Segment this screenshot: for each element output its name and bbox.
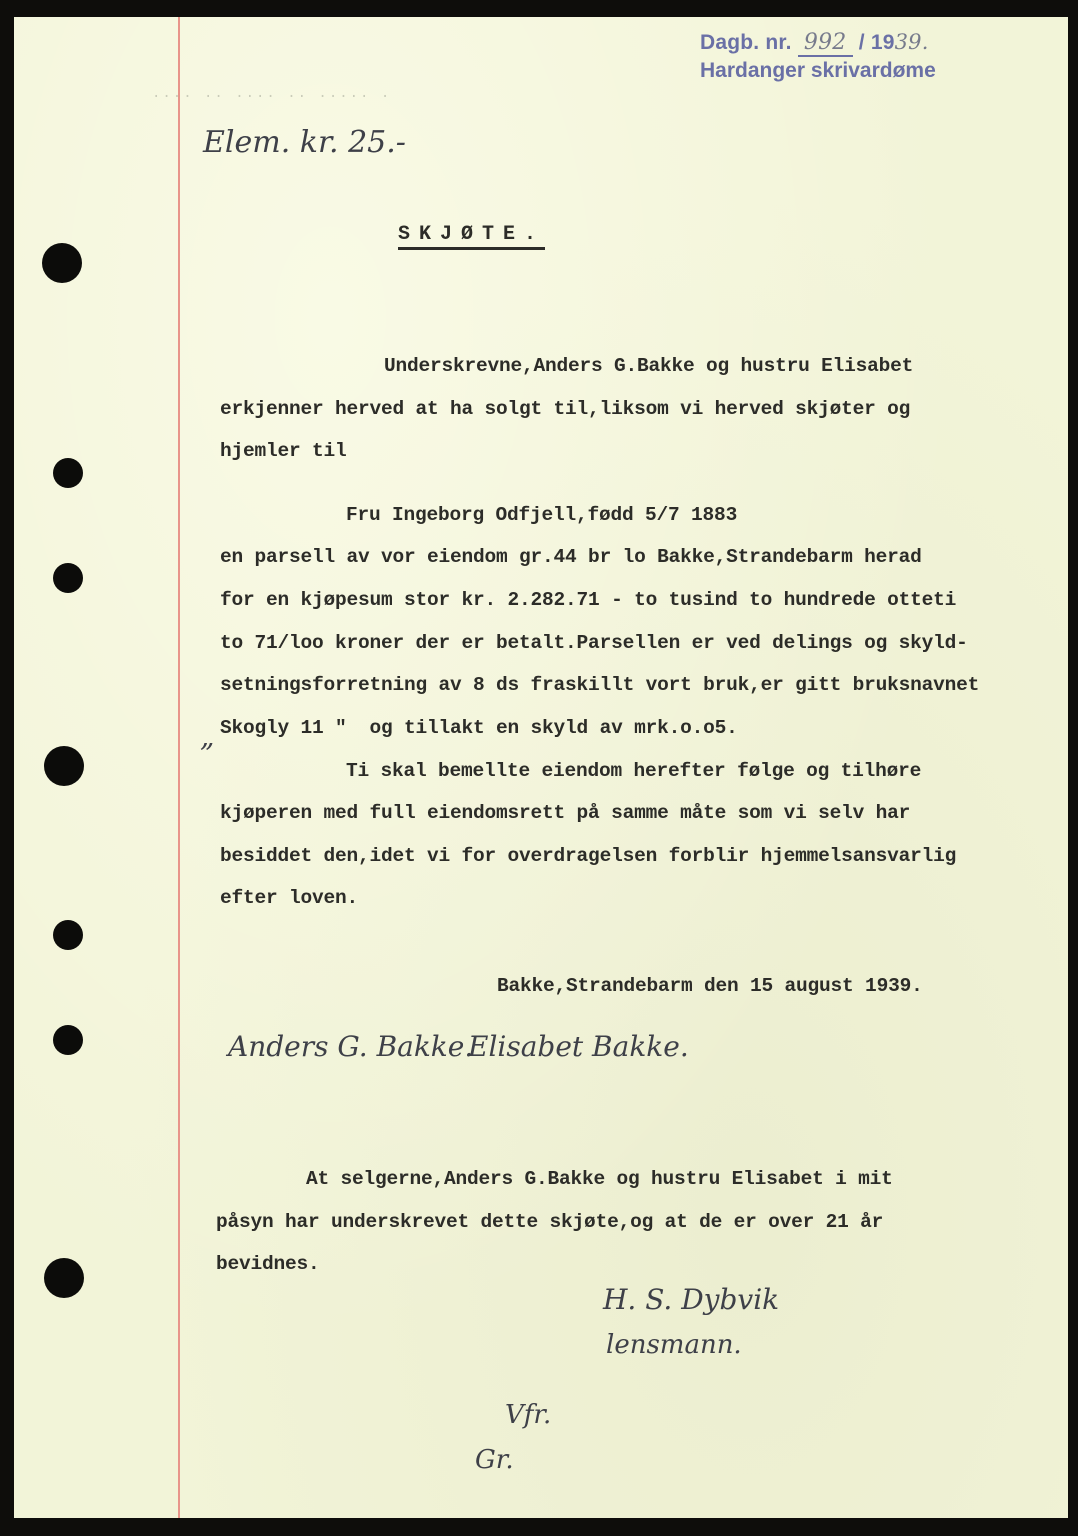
witness-title: lensmann. [606, 1330, 742, 1360]
punch-hole-icon [53, 458, 83, 488]
body-line: erkjenner herved at ha solgt til,liksom vi herved skjøter og [220, 398, 911, 420]
quote-mark: „ [200, 720, 215, 753]
body-line: Underskrevne,Anders G.Bakke og hustru Elisabet [384, 355, 914, 377]
witness-line: påsyn har underskrevet dette skjøte,og at de er over 21 år [216, 1211, 884, 1233]
witness-line: bevidnes. [216, 1253, 320, 1275]
signature-seller-2: Elisabet Bakke. [468, 1030, 689, 1063]
stamp-label: Dagb. nr. [700, 31, 792, 54]
document-title: SKJØTE. [398, 223, 545, 250]
stamp-separator: / [858, 31, 865, 54]
body-line: to 71/loo kroner der er betalt.Parsellen er ved delings og skyld- [220, 632, 968, 654]
witness-line: At selgerne,Anders G.Bakke og hustru Elisabet i mit [306, 1168, 893, 1190]
body-line: Ti skal bemellte eiendom herefter følge og tilhøre [346, 760, 922, 782]
body-line: kjøperen med full eiendomsrett på samme måte som vi selv har [220, 802, 911, 824]
punch-hole-icon [44, 746, 84, 786]
registry-stamp [700, 30, 936, 83]
stamp-year-prefix: 19 [870, 31, 895, 54]
faint-stamp: ···· ·· ···· ·· ····· · [152, 89, 392, 105]
body-line: setningsforretning av 8 ds fraskillt vort bruk,er gitt bruksnavnet [220, 674, 980, 696]
body-line: besiddet den,idet vi for overdragelsen forblir hjemmelsansvarlig [220, 845, 957, 867]
bottom-note: Gr. [475, 1445, 514, 1475]
buyer-line: Fru Ingeborg Odfjell,fødd 5/7 1883 [346, 504, 738, 526]
signature-seller-1: Anders G. Bakke. [228, 1030, 474, 1063]
body-line: Skogly 11 " og tillakt en skyld av mrk.o.o5. [220, 717, 738, 739]
punch-hole-icon [53, 1025, 83, 1055]
body-line: for en kjøpesum stor kr. 2.282.71 - to tusind to hundrede otteti [220, 589, 957, 611]
stamp-number: 992 [798, 30, 853, 57]
witness-signature: H. S. Dybvik [603, 1283, 780, 1316]
margin-line [178, 17, 180, 1518]
stamp-office: Hardanger skrivardøme [700, 59, 936, 82]
punch-hole-icon [53, 563, 83, 593]
punch-hole-icon [44, 1258, 84, 1298]
stamp-year-suffix: 39. [894, 30, 929, 54]
punch-hole-icon [42, 243, 82, 283]
bottom-note: Vfr. [505, 1400, 552, 1430]
punch-hole-icon [53, 920, 83, 950]
body-line: en parsell av vor eiendom gr.44 br lo Bakke,Strandebarm herad [220, 546, 922, 568]
body-line: hjemler til [220, 440, 347, 462]
place-date: Bakke,Strandebarm den 15 august 1939. [497, 975, 923, 997]
margin-note: Elem. kr. 25.- [203, 125, 406, 160]
body-line: efter loven. [220, 887, 359, 909]
